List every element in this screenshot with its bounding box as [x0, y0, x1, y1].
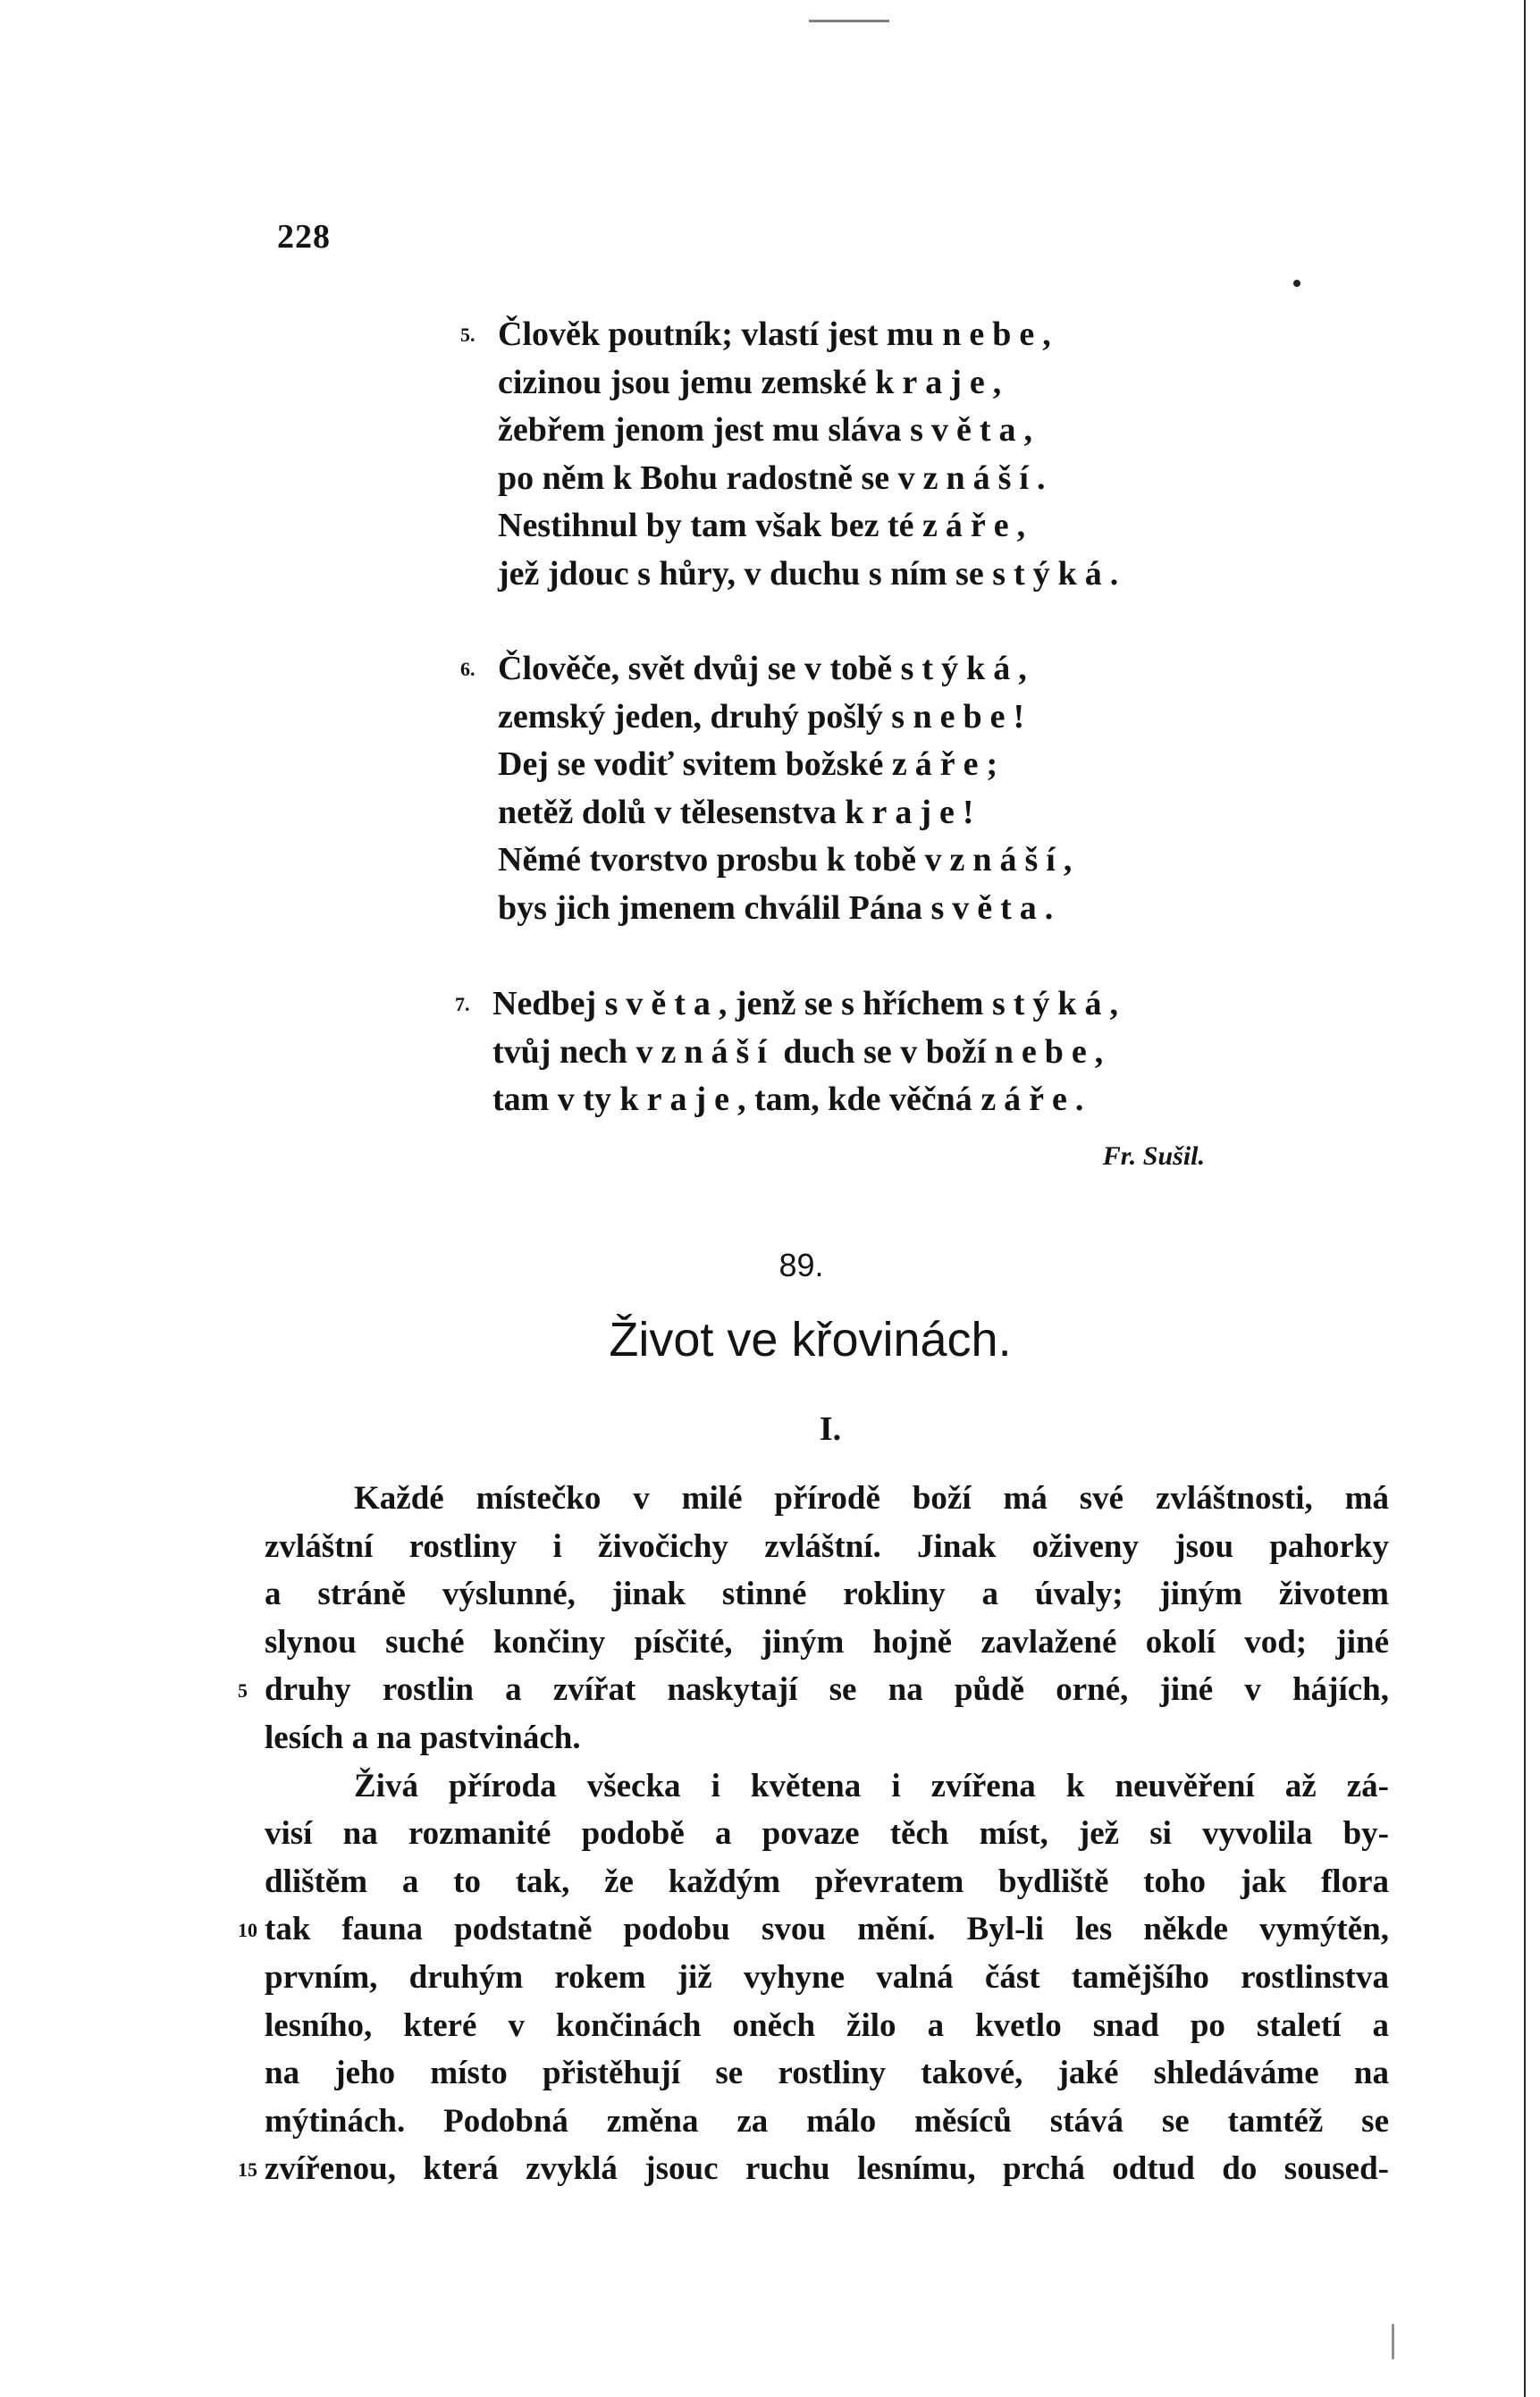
stanza-number: 7.	[455, 993, 470, 1015]
spaced-rhyme-word: záře	[891, 745, 987, 783]
poem-line	[460, 885, 1354, 933]
poem-text-fragment: Dej se vodiť svitem božské	[498, 745, 892, 783]
prose-text	[238, 1475, 1389, 2193]
poem-text-fragment: ,	[1023, 411, 1032, 449]
prose-line	[265, 1810, 1389, 1858]
poem-line-text	[498, 407, 1032, 455]
poem-text-fragment: !	[1013, 697, 1025, 736]
prose-line	[238, 1905, 1389, 1954]
poem-line-text	[492, 980, 1118, 1029]
spaced-rhyme-word: světa	[910, 411, 1024, 449]
stanza-7	[455, 980, 1349, 1124]
prose-line-text: prvním, druhým rokem již vyhyne valná část tamějšího rostlinstva	[265, 1958, 1389, 1996]
poem-line	[460, 645, 1354, 694]
prose-line	[265, 2049, 1389, 2098]
poem-line	[455, 1029, 1349, 1077]
poem-line	[460, 359, 1354, 408]
prose-line-text: lesního, které v končinách oněch žilo a kvetlo snad po staletí a	[265, 2006, 1389, 2044]
poem-line-text	[498, 551, 1118, 599]
poem-line	[460, 694, 1354, 742]
poem-line	[460, 789, 1354, 837]
spaced-rhyme-word: vznáší	[635, 1032, 775, 1071]
poem-line	[460, 837, 1354, 885]
poem-line-text	[498, 359, 1001, 408]
scan-top-mark	[809, 20, 889, 22]
poem-text-fragment: ,	[1094, 1032, 1104, 1071]
poem-line	[460, 502, 1354, 551]
scan-speck	[1293, 280, 1300, 287]
scan-speck	[1392, 2324, 1394, 2359]
poem-text-fragment: Němé tvorstvo prosbu k tobě	[498, 841, 925, 879]
prose-line	[265, 1858, 1389, 1906]
poem-line-text	[498, 502, 1025, 551]
poem-text-fragment: Člověče, svět dvůj se v tobě	[498, 650, 901, 687]
prose-line-text: druhy rostlin a zvířat naskytají se na půdě orné, jiné v hájích,	[265, 1671, 1389, 1709]
prose-line	[265, 1523, 1389, 1571]
poem-text-fragment: ,	[992, 363, 1002, 401]
poem-text-fragment: Člověk poutník; vlastí jest mu	[498, 315, 943, 353]
prose-line	[265, 1570, 1389, 1619]
poem-text-fragment: ,	[1018, 650, 1027, 687]
poem-author: Fr. Sušil.	[1102, 1141, 1205, 1171]
section-title: Život ve křovinách.	[609, 1313, 1012, 1367]
poem-line	[460, 741, 1354, 789]
stanza-number: 5.	[460, 324, 475, 346]
spaced-rhyme-word: kraje	[619, 1081, 737, 1118]
poem-text-fragment: ;	[986, 745, 998, 783]
prose-line-text: tak fauna podstatně podobu svou mění. Byl-li les někde vymýtěn,	[265, 1911, 1389, 1948]
poem-text-fragment: , jenž se s hříchem	[718, 985, 992, 1022]
prose-line	[265, 2002, 1389, 2050]
spaced-rhyme-word: stýká	[900, 650, 1019, 687]
poem-line	[460, 455, 1354, 503]
poem-text-fragment: , tam, kde věčná	[737, 1081, 981, 1118]
poem-text-fragment: .	[1044, 888, 1054, 927]
poem-text-fragment: .	[1109, 554, 1119, 593]
poem-line-text	[498, 455, 1046, 503]
poem-text-fragment: duch se v boží	[774, 1032, 995, 1071]
spaced-rhyme-word: stýká	[992, 554, 1110, 593]
line-number: 15	[238, 2158, 257, 2182]
prose-line-text: Každé místečko v milé přírodě boží má své zvláštnosti, má	[354, 1480, 1389, 1517]
spaced-rhyme-word: kraje	[845, 793, 963, 831]
spaced-rhyme-word: záře	[922, 507, 1017, 544]
prose-line-text: na jeho místo přistěhují se rostliny takové, jaké shledáváme na	[265, 2055, 1389, 2092]
poem-text-fragment: !	[962, 793, 974, 831]
poem-text-fragment: žebřem jenom jest mu sláva	[498, 411, 911, 449]
prose-line	[265, 1619, 1389, 1667]
spaced-rhyme-word: nebe	[942, 315, 1043, 353]
prose-line	[238, 2145, 1389, 2193]
prose-line-text: a stráně výslunné, jinak stinné rokliny a úvaly; jiným životem	[265, 1576, 1389, 1613]
poem-text-fragment: Nedbej	[492, 985, 605, 1022]
prose-line	[265, 1475, 1389, 1523]
scan-edge-line	[1524, 0, 1526, 2397]
prose-line-text: Živá příroda všecka i květena i zvířena k neuvěření až zá-	[354, 1767, 1389, 1804]
prose-line-text: dlištěm a to tak, že každým převratem bydliště toho jak flora	[265, 1863, 1389, 1900]
poem-line	[455, 980, 1349, 1029]
page-number: 228	[277, 218, 331, 256]
spaced-rhyme-word: záře	[980, 1081, 1075, 1118]
spaced-rhyme-word: vznáší	[897, 458, 1037, 497]
poem-line-text	[498, 311, 1051, 359]
poem-text-fragment: .	[1037, 458, 1046, 497]
poem-line-text	[498, 885, 1053, 933]
poem-line-text	[498, 645, 1027, 694]
spaced-rhyme-word: nebe	[913, 697, 1014, 736]
poem-line	[460, 551, 1354, 599]
poem-text-fragment: bys jich jmenem chválil Pána	[498, 888, 931, 927]
spaced-rhyme-word: nebe	[994, 1032, 1095, 1071]
spaced-rhyme-word: vznáší	[924, 841, 1064, 879]
prose-line-text: mýtinách. Podobná změna za málo měsíců stává se tamtéž se	[265, 2102, 1389, 2140]
poem-text-fragment: netěž dolů v tělesenstva	[498, 793, 846, 831]
stanza-6	[460, 645, 1354, 932]
poem-text-fragment: tam v ty	[492, 1081, 620, 1118]
prose-line-text: lesích a na pastvinách.	[265, 1719, 581, 1756]
part-number: I.	[819, 1410, 842, 1448]
prose-line	[265, 2098, 1389, 2146]
poem-line-text	[498, 789, 974, 837]
prose-line	[238, 1666, 1389, 1714]
poem-line-text	[498, 694, 1024, 742]
poem-text-fragment: ,	[1063, 841, 1073, 879]
poem-text-fragment: zemský jeden, druhý pošlý s	[498, 697, 913, 736]
prose-line	[265, 1714, 1389, 1762]
poem-line-text	[492, 1029, 1103, 1077]
prose-line	[265, 1762, 1389, 1811]
spaced-rhyme-word: kraje	[875, 363, 993, 401]
section-number: 89.	[778, 1247, 824, 1283]
poem-text-fragment: ,	[1109, 985, 1119, 1022]
stanza-5	[460, 311, 1354, 598]
poem-text-fragment: Nestihnul by tam však bez té	[498, 507, 923, 544]
poem-text-fragment: ,	[1016, 507, 1026, 544]
spaced-rhyme-word: světa	[930, 888, 1045, 927]
poem-line-text	[492, 1076, 1083, 1124]
prose-line-text: slynou suché končiny písčité, jiným hojně zavlažené okolí vod; jiné	[265, 1623, 1389, 1661]
spaced-rhyme-word: stýká	[991, 985, 1110, 1022]
spaced-rhyme-word: světa	[604, 985, 719, 1022]
poem-text-fragment: .	[1074, 1081, 1084, 1118]
poem-text-fragment: po něm k Bohu radostně se	[498, 458, 898, 497]
prose-line-text: zvláštní rostliny i živočichy zvláštní. Jinak oživeny jsou pahorky	[265, 1527, 1389, 1565]
poem-text-fragment: cizinou jsou jemu zemské	[498, 363, 876, 401]
line-number: 10	[238, 1919, 257, 1942]
prose-line-text: visí na rozmanité podobě a povaze těch míst, jež si vyvolila by-	[265, 1815, 1389, 1853]
poem-text-fragment: ,	[1042, 315, 1051, 353]
poem-text-fragment: tvůj nech	[492, 1032, 636, 1071]
poem-line	[455, 1076, 1349, 1124]
prose-line-text: zvířenou, která zvyklá jsouc ruchu lesnímu, prchá odtud do soused-	[265, 2150, 1389, 2188]
stanza-number: 6.	[460, 658, 475, 680]
poem-line-text	[498, 837, 1072, 885]
line-number: 5	[238, 1679, 248, 1703]
poem-text-fragment: jež jdouc s hůry, v duchu s ním se	[498, 554, 993, 593]
poem-line	[460, 407, 1354, 455]
prose-line	[265, 1954, 1389, 2002]
poem-line	[460, 311, 1354, 359]
poem-line-text	[498, 741, 997, 789]
